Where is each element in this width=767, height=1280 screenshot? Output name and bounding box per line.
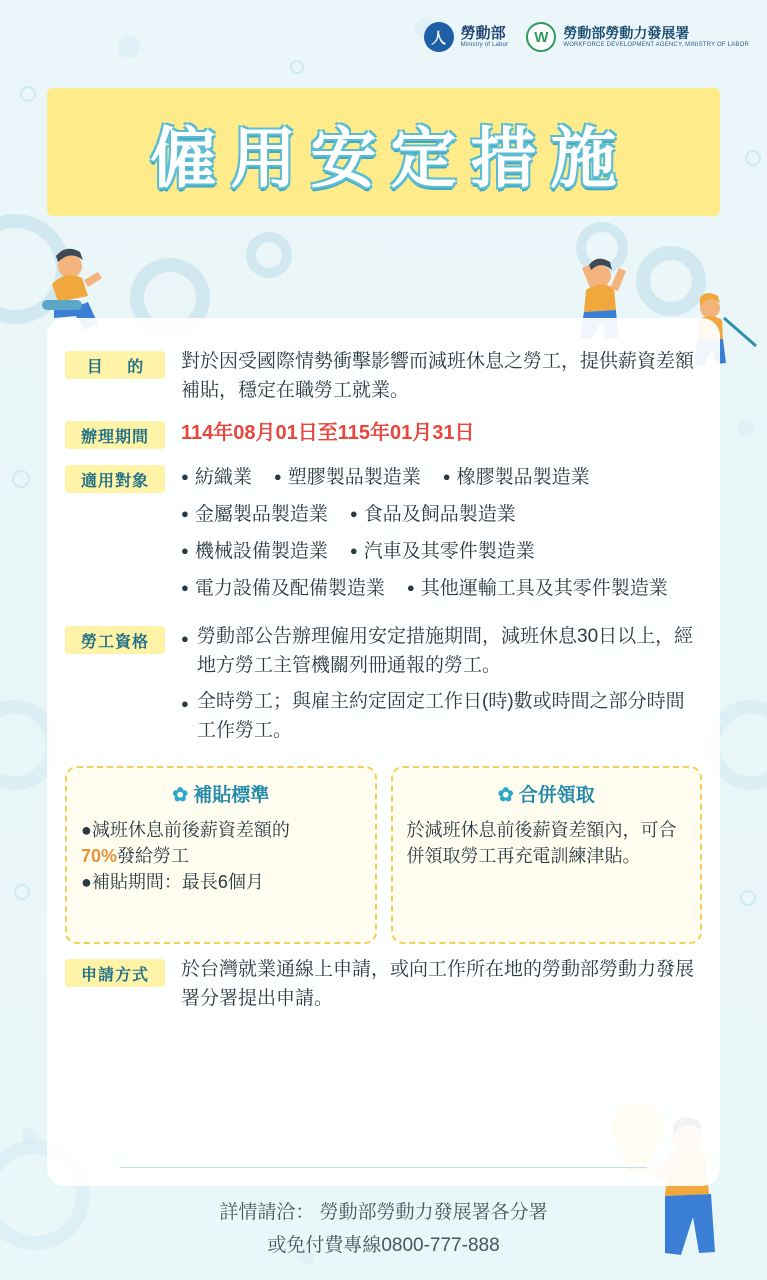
text-period: 114年08月01日至115年01月31日 bbox=[181, 422, 475, 444]
qualification-text: 勞動部公告辦理僱用安定措施期間，減班休息30日以上，經地方勞工主管機關列冊通報的勞工。 bbox=[197, 626, 694, 676]
logo-ministry-sub: Ministry of Labor bbox=[460, 42, 509, 49]
logo-wda bbox=[526, 22, 749, 52]
gear-icon: ✿ bbox=[497, 785, 514, 806]
bullet-dot-icon: ● bbox=[181, 696, 189, 711]
qualification-text: 全時勞工；與雇主約定固定工作日(時)數或時間之部分時間工作勞工。 bbox=[197, 691, 685, 741]
deco-circle bbox=[14, 884, 30, 900]
box-subsidy-title: 補貼標準 bbox=[193, 785, 270, 806]
deco-circle bbox=[20, 86, 36, 102]
deco-circle bbox=[740, 890, 756, 906]
logo-wda-sub: WORKFORCE DEVELOPMENT AGENCY, MINISTRY OF LABOR bbox=[563, 41, 749, 48]
text-apply: 於台灣就業通線上申請，或向工作所在地的勞動部勞動力發展署分署提出申請。 bbox=[181, 959, 695, 1009]
header-logos bbox=[424, 22, 749, 52]
subsidy-line1-pre: 減班休息前後薪資差額的 bbox=[91, 820, 290, 840]
deco-circle bbox=[118, 36, 140, 58]
label-qualification: 勞工資格 bbox=[65, 626, 165, 654]
page-title: 僱用安定措施 bbox=[150, 120, 631, 195]
deco-circle bbox=[738, 420, 754, 436]
gear-icon: ✿ bbox=[172, 785, 189, 806]
list-item bbox=[181, 688, 702, 745]
logo-wda-name: 勞動部勞動力發展署 bbox=[563, 25, 690, 42]
wda-logo-icon: W bbox=[526, 22, 556, 52]
section-period bbox=[65, 418, 702, 449]
box-combine-title: 合併領取 bbox=[518, 785, 595, 806]
footer-divider bbox=[120, 1167, 647, 1168]
subsidy-percent: 70% bbox=[81, 846, 118, 867]
title-banner bbox=[47, 88, 720, 216]
section-purpose bbox=[65, 348, 702, 405]
box-subsidy-standard bbox=[65, 766, 377, 944]
list-item bbox=[181, 623, 702, 680]
box-combine-title-row bbox=[407, 780, 687, 807]
subsidy-duration: 補貼期間：最長6個月 bbox=[91, 872, 264, 893]
box-subsidy-title-row bbox=[81, 780, 361, 807]
label-targets: 適用對象 bbox=[65, 465, 165, 493]
list-item: ● 機械設備製造業 bbox=[181, 536, 328, 563]
logo-ministry-name: 勞動部 bbox=[460, 24, 506, 42]
section-apply bbox=[65, 956, 702, 1013]
ministry-logo-icon: 人 bbox=[424, 22, 454, 52]
highlight-boxes bbox=[65, 766, 702, 944]
footer bbox=[0, 1197, 767, 1262]
list-item: ● 橡膠製品製造業 bbox=[443, 462, 590, 489]
list-item: ● 汽車及其零件製造業 bbox=[350, 536, 535, 563]
subsidy-line1-post: 發給勞工 bbox=[117, 846, 190, 867]
bullet-dot-icon: ● bbox=[181, 631, 189, 646]
list-item: ● 食品及飼品製造業 bbox=[350, 499, 516, 526]
label-period: 辦理期間 bbox=[65, 421, 165, 449]
footer-line-2: 或免付費專線0800-777-888 bbox=[267, 1234, 500, 1256]
deco-gear bbox=[246, 232, 292, 278]
deco-circle bbox=[745, 150, 761, 166]
list-item: ● 其他運輸工具及其零件製造業 bbox=[407, 573, 668, 600]
label-purpose: 目 的 bbox=[65, 351, 165, 379]
footer-line-1: 詳情請洽： 勞動部勞動力發展署各分署 bbox=[219, 1202, 548, 1224]
list-item: ● 金屬製品製造業 bbox=[181, 499, 328, 526]
deco-circle bbox=[290, 60, 304, 74]
label-apply: 申請方式 bbox=[65, 959, 165, 987]
list-item: ● 電力設備及配備製造業 bbox=[181, 573, 385, 600]
text-purpose: 對於因受國際情勢衝擊影響而減班休息之勞工，提供薪資差額補貼，穩定在職勞工就業。 bbox=[181, 351, 695, 401]
box-combine bbox=[391, 766, 703, 944]
content-card bbox=[47, 318, 720, 1186]
section-qualification bbox=[65, 623, 702, 753]
deco-circle bbox=[12, 470, 30, 488]
list-item: ● 塑膠製品製造業 bbox=[274, 462, 421, 489]
targets-list bbox=[181, 462, 702, 610]
box-subsidy-line1: ●減班休息前後薪資差額的 70%發給勞工 bbox=[81, 820, 290, 867]
section-targets bbox=[65, 462, 702, 610]
box-combine-text: 於減班休息前後薪資差額內，可合併領取勞工再充電訓練津貼。 bbox=[406, 820, 677, 867]
box-subsidy-line2: ●補貼期間：最長6個月 bbox=[81, 872, 264, 893]
logo-ministry-of-labor bbox=[424, 22, 509, 52]
list-item: ● 紡織業 bbox=[181, 462, 252, 489]
